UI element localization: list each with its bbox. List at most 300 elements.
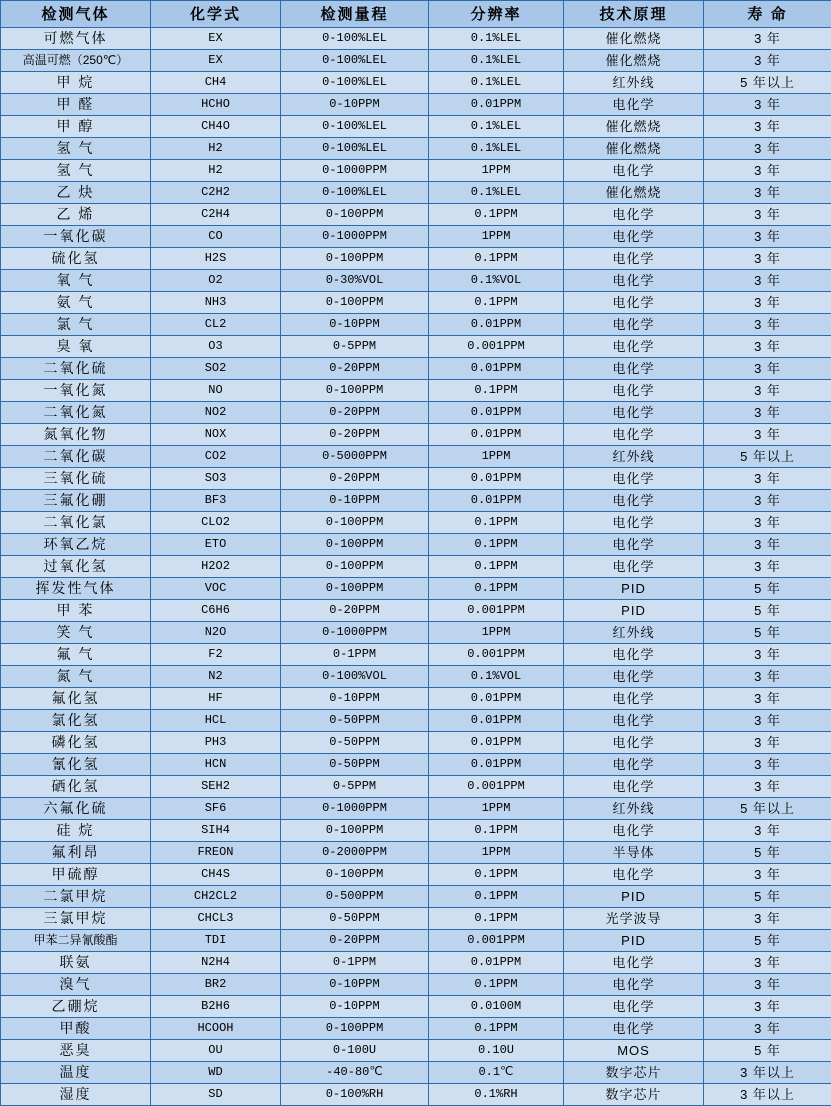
cell-name: 二氧化氯 (1, 512, 151, 534)
cell-life: 3 年 (704, 974, 831, 996)
cell-formula: H2S (151, 248, 281, 270)
cell-resolution: 0.01PPM (429, 358, 564, 380)
cell-range: 0-10PPM (281, 490, 429, 512)
cell-resolution: 0.01PPM (429, 952, 564, 974)
cell-name: 氟 气 (1, 644, 151, 666)
cell-life: 3 年 (704, 116, 831, 138)
cell-principle: 电化学 (564, 94, 704, 116)
cell-principle: 红外线 (564, 798, 704, 820)
cell-life: 3 年 (704, 402, 831, 424)
cell-formula: C6H6 (151, 600, 281, 622)
cell-range: 0-20PPM (281, 358, 429, 380)
cell-name: 六氟化硫 (1, 798, 151, 820)
table-row (1, 842, 831, 864)
cell-resolution: 0.01PPM (429, 754, 564, 776)
cell-resolution: 0.01PPM (429, 710, 564, 732)
cell-formula: H2O2 (151, 556, 281, 578)
cell-formula: N2O (151, 622, 281, 644)
table-row (1, 314, 831, 336)
cell-life: 3 年 (704, 424, 831, 446)
cell-life: 3 年 (704, 336, 831, 358)
cell-name: 氧 气 (1, 270, 151, 292)
cell-principle: 电化学 (564, 666, 704, 688)
cell-principle: 电化学 (564, 776, 704, 798)
table-row (1, 468, 831, 490)
table-row (1, 534, 831, 556)
cell-range: 0-100PPM (281, 864, 429, 886)
cell-principle: 电化学 (564, 490, 704, 512)
cell-range: 0-100PPM (281, 248, 429, 270)
table-row (1, 380, 831, 402)
cell-life: 3 年 (704, 160, 831, 182)
cell-resolution: 0.1%LEL (429, 72, 564, 94)
cell-principle: 电化学 (564, 270, 704, 292)
cell-name: 乙硼烷 (1, 996, 151, 1018)
table-row (1, 1018, 831, 1040)
cell-resolution: 0.1PPM (429, 512, 564, 534)
cell-name: 氟化氢 (1, 688, 151, 710)
cell-life: 3 年以上 (704, 1062, 831, 1084)
cell-formula: O3 (151, 336, 281, 358)
cell-name: 二氯甲烷 (1, 886, 151, 908)
cell-name: 挥发性气体 (1, 578, 151, 600)
cell-name: 甲 苯 (1, 600, 151, 622)
cell-principle: 电化学 (564, 952, 704, 974)
cell-resolution: 0.001PPM (429, 644, 564, 666)
cell-principle: 电化学 (564, 688, 704, 710)
cell-resolution: 0.001PPM (429, 930, 564, 952)
table-row (1, 600, 831, 622)
cell-formula: BR2 (151, 974, 281, 996)
cell-resolution: 0.1%VOL (429, 270, 564, 292)
cell-range: 0-100PPM (281, 556, 429, 578)
cell-principle: 电化学 (564, 732, 704, 754)
cell-range: 0-1000PPM (281, 798, 429, 820)
cell-range: 0-100%LEL (281, 138, 429, 160)
cell-range: 0-1PPM (281, 952, 429, 974)
cell-principle: 催化燃烧 (564, 138, 704, 160)
table-row (1, 358, 831, 380)
cell-resolution: 0.0100M (429, 996, 564, 1018)
cell-principle: 电化学 (564, 864, 704, 886)
cell-name: 磷化氢 (1, 732, 151, 754)
cell-range: 0-1000PPM (281, 160, 429, 182)
table-row (1, 974, 831, 996)
cell-formula: NOX (151, 424, 281, 446)
cell-principle: 电化学 (564, 754, 704, 776)
cell-range: 0-1000PPM (281, 226, 429, 248)
cell-resolution: 1PPM (429, 446, 564, 468)
cell-resolution: 1PPM (429, 798, 564, 820)
cell-resolution: 0.1PPM (429, 974, 564, 996)
cell-principle: 催化燃烧 (564, 116, 704, 138)
table-row (1, 820, 831, 842)
cell-formula: FREON (151, 842, 281, 864)
cell-resolution: 0.01PPM (429, 490, 564, 512)
cell-life: 3 年 (704, 1018, 831, 1040)
cell-formula: HCHO (151, 94, 281, 116)
cell-name: 甲 烷 (1, 72, 151, 94)
cell-life: 3 年 (704, 94, 831, 116)
cell-life: 3 年 (704, 688, 831, 710)
cell-range: 0-5PPM (281, 336, 429, 358)
table-row (1, 204, 831, 226)
cell-formula: NO2 (151, 402, 281, 424)
cell-resolution: 0.001PPM (429, 336, 564, 358)
table-row (1, 336, 831, 358)
cell-range: 0-50PPM (281, 754, 429, 776)
cell-range: 0-30%VOL (281, 270, 429, 292)
cell-resolution: 0.1%LEL (429, 138, 564, 160)
cell-name: 三氟化硼 (1, 490, 151, 512)
cell-resolution: 0.001PPM (429, 776, 564, 798)
cell-principle: 数字芯片 (564, 1062, 704, 1084)
cell-range: 0-1PPM (281, 644, 429, 666)
cell-life: 3 年 (704, 732, 831, 754)
column-header-life: 寿 命 (704, 1, 831, 28)
cell-life: 3 年 (704, 138, 831, 160)
table-row (1, 798, 831, 820)
cell-range: 0-100%LEL (281, 50, 429, 72)
table-row (1, 930, 831, 952)
cell-resolution: 0.1%LEL (429, 28, 564, 50)
cell-range: 0-20PPM (281, 424, 429, 446)
cell-principle: 电化学 (564, 160, 704, 182)
table-row (1, 754, 831, 776)
cell-resolution: 0.01PPM (429, 94, 564, 116)
cell-name: 恶臭 (1, 1040, 151, 1062)
cell-life: 5 年以上 (704, 72, 831, 94)
cell-name: 氰化氢 (1, 754, 151, 776)
cell-formula: SIH4 (151, 820, 281, 842)
table-header-row (1, 1, 831, 28)
cell-life: 3 年 (704, 468, 831, 490)
cell-resolution: 0.1PPM (429, 248, 564, 270)
cell-resolution: 1PPM (429, 622, 564, 644)
cell-principle: 电化学 (564, 226, 704, 248)
cell-name: 硅 烷 (1, 820, 151, 842)
cell-range: 0-2000PPM (281, 842, 429, 864)
cell-range: 0-100%LEL (281, 182, 429, 204)
cell-name: 高温可燃（250℃） (1, 50, 151, 72)
cell-life: 3 年 (704, 182, 831, 204)
cell-name: 二氧化氮 (1, 402, 151, 424)
cell-resolution: 1PPM (429, 226, 564, 248)
cell-range: 0-100PPM (281, 204, 429, 226)
cell-principle: 电化学 (564, 336, 704, 358)
cell-range: 0-10PPM (281, 974, 429, 996)
table-row (1, 160, 831, 182)
table-row (1, 996, 831, 1018)
cell-principle: 电化学 (564, 996, 704, 1018)
cell-range: 0-100PPM (281, 578, 429, 600)
cell-principle: 电化学 (564, 358, 704, 380)
cell-formula: CO2 (151, 446, 281, 468)
cell-resolution: 0.1PPM (429, 204, 564, 226)
table-row (1, 490, 831, 512)
cell-range: 0-50PPM (281, 908, 429, 930)
cell-principle: PID (564, 886, 704, 908)
cell-formula: HF (151, 688, 281, 710)
table-row (1, 556, 831, 578)
table-row (1, 1084, 831, 1106)
cell-name: 氮氧化物 (1, 424, 151, 446)
cell-formula: SEH2 (151, 776, 281, 798)
cell-life: 3 年 (704, 864, 831, 886)
cell-resolution: 0.1PPM (429, 820, 564, 842)
cell-name: 溴气 (1, 974, 151, 996)
table-row (1, 182, 831, 204)
table-row (1, 292, 831, 314)
cell-name: 甲苯二异氰酸酯 (1, 930, 151, 952)
cell-life: 3 年 (704, 314, 831, 336)
cell-resolution: 1PPM (429, 160, 564, 182)
cell-formula: TDI (151, 930, 281, 952)
cell-range: 0-20PPM (281, 600, 429, 622)
cell-life: 3 年 (704, 512, 831, 534)
cell-resolution: 0.1%RH (429, 1084, 564, 1106)
cell-range: 0-500PPM (281, 886, 429, 908)
cell-resolution: 0.1PPM (429, 534, 564, 556)
table-row (1, 226, 831, 248)
cell-principle: PID (564, 578, 704, 600)
table-row (1, 248, 831, 270)
cell-range: 0-100PPM (281, 820, 429, 842)
table-body (1, 28, 831, 1106)
cell-life: 5 年 (704, 886, 831, 908)
column-header-gas: 检测气体 (1, 1, 151, 28)
cell-formula: VOC (151, 578, 281, 600)
cell-name: 温度 (1, 1062, 151, 1084)
cell-formula: CHCL3 (151, 908, 281, 930)
cell-principle: 电化学 (564, 512, 704, 534)
cell-resolution: 0.01PPM (429, 468, 564, 490)
cell-life: 3 年 (704, 358, 831, 380)
cell-range: 0-100PPM (281, 512, 429, 534)
cell-name: 乙 烯 (1, 204, 151, 226)
cell-life: 3 年 (704, 28, 831, 50)
cell-life: 3 年 (704, 270, 831, 292)
cell-life: 3 年 (704, 204, 831, 226)
cell-formula: H2 (151, 138, 281, 160)
cell-principle: 电化学 (564, 380, 704, 402)
cell-range: 0-10PPM (281, 688, 429, 710)
cell-principle: 电化学 (564, 292, 704, 314)
table-row (1, 72, 831, 94)
cell-formula: C2H4 (151, 204, 281, 226)
cell-resolution: 0.01PPM (429, 314, 564, 336)
cell-name: 笑 气 (1, 622, 151, 644)
cell-name: 甲酸 (1, 1018, 151, 1040)
cell-resolution: 0.1PPM (429, 380, 564, 402)
column-header-range: 检测量程 (281, 1, 429, 28)
table-row (1, 732, 831, 754)
cell-life: 3 年 (704, 754, 831, 776)
cell-principle: 半导体 (564, 842, 704, 864)
cell-principle: 电化学 (564, 314, 704, 336)
cell-range: 0-50PPM (281, 732, 429, 754)
column-header-principle: 技术原理 (564, 1, 704, 28)
cell-principle: 光学波导 (564, 908, 704, 930)
cell-range: 0-100PPM (281, 380, 429, 402)
cell-resolution: 0.1%LEL (429, 116, 564, 138)
cell-principle: 电化学 (564, 820, 704, 842)
table-row (1, 402, 831, 424)
cell-formula: O2 (151, 270, 281, 292)
cell-formula: CO (151, 226, 281, 248)
cell-name: 可燃气体 (1, 28, 151, 50)
cell-range: 0-100PPM (281, 1018, 429, 1040)
table-header (1, 1, 831, 28)
cell-principle: 电化学 (564, 424, 704, 446)
cell-formula: BF3 (151, 490, 281, 512)
cell-resolution: 0.1PPM (429, 864, 564, 886)
cell-resolution: 0.01PPM (429, 402, 564, 424)
cell-range: 0-20PPM (281, 468, 429, 490)
cell-principle: 红外线 (564, 446, 704, 468)
cell-principle: 电化学 (564, 974, 704, 996)
cell-formula: C2H2 (151, 182, 281, 204)
cell-resolution: 0.1PPM (429, 886, 564, 908)
cell-life: 3 年 (704, 380, 831, 402)
cell-range: 0-100PPM (281, 292, 429, 314)
cell-formula: EX (151, 50, 281, 72)
cell-name: 一氧化氮 (1, 380, 151, 402)
cell-resolution: 0.001PPM (429, 600, 564, 622)
table-row (1, 1062, 831, 1084)
cell-resolution: 0.1%VOL (429, 666, 564, 688)
cell-name: 氯 气 (1, 314, 151, 336)
cell-life: 5 年 (704, 930, 831, 952)
cell-range: 0-10PPM (281, 314, 429, 336)
table-row (1, 864, 831, 886)
cell-resolution: 0.1PPM (429, 908, 564, 930)
cell-formula: PH3 (151, 732, 281, 754)
cell-life: 3 年 (704, 292, 831, 314)
cell-range: 0-100%LEL (281, 116, 429, 138)
cell-life: 3 年 (704, 644, 831, 666)
cell-formula: N2 (151, 666, 281, 688)
cell-principle: 催化燃烧 (564, 182, 704, 204)
cell-life: 3 年以上 (704, 1084, 831, 1106)
table-row (1, 270, 831, 292)
cell-principle: 电化学 (564, 556, 704, 578)
cell-resolution: 0.1%LEL (429, 182, 564, 204)
cell-life: 3 年 (704, 490, 831, 512)
cell-name: 甲 醇 (1, 116, 151, 138)
cell-life: 5 年 (704, 842, 831, 864)
cell-formula: SD (151, 1084, 281, 1106)
cell-life: 5 年以上 (704, 446, 831, 468)
cell-formula: H2 (151, 160, 281, 182)
cell-name: 乙 炔 (1, 182, 151, 204)
cell-formula: CH2CL2 (151, 886, 281, 908)
cell-life: 3 年 (704, 710, 831, 732)
cell-life: 3 年 (704, 666, 831, 688)
cell-formula: CH4O (151, 116, 281, 138)
cell-formula: CH4 (151, 72, 281, 94)
cell-name: 氨 气 (1, 292, 151, 314)
cell-name: 硫化氢 (1, 248, 151, 270)
cell-life: 3 年 (704, 50, 831, 72)
cell-life: 5 年 (704, 1040, 831, 1062)
cell-principle: PID (564, 600, 704, 622)
cell-life: 5 年以上 (704, 798, 831, 820)
cell-resolution: 0.1PPM (429, 292, 564, 314)
cell-name: 三氧化硫 (1, 468, 151, 490)
table-row (1, 94, 831, 116)
cell-range: 0-50PPM (281, 710, 429, 732)
table-row (1, 644, 831, 666)
cell-range: 0-5PPM (281, 776, 429, 798)
cell-range: 0-10PPM (281, 996, 429, 1018)
cell-formula: B2H6 (151, 996, 281, 1018)
table-row (1, 776, 831, 798)
cell-life: 3 年 (704, 996, 831, 1018)
cell-range: 0-100%LEL (281, 28, 429, 50)
cell-name: 过氧化氢 (1, 556, 151, 578)
cell-formula: ETO (151, 534, 281, 556)
cell-life: 5 年 (704, 622, 831, 644)
table-row (1, 512, 831, 534)
cell-life: 3 年 (704, 248, 831, 270)
cell-name: 甲 醛 (1, 94, 151, 116)
cell-formula: EX (151, 28, 281, 50)
table-row (1, 710, 831, 732)
cell-life: 3 年 (704, 226, 831, 248)
cell-range: 0-10PPM (281, 94, 429, 116)
cell-formula: CL2 (151, 314, 281, 336)
cell-resolution: 0.1PPM (429, 1018, 564, 1040)
cell-principle: MOS (564, 1040, 704, 1062)
cell-name: 联氨 (1, 952, 151, 974)
cell-principle: 电化学 (564, 534, 704, 556)
cell-formula: NO (151, 380, 281, 402)
cell-range: 0-5000PPM (281, 446, 429, 468)
cell-principle: 电化学 (564, 644, 704, 666)
table-row (1, 1040, 831, 1062)
cell-formula: CH4S (151, 864, 281, 886)
cell-life: 3 年 (704, 534, 831, 556)
cell-principle: 电化学 (564, 1018, 704, 1040)
cell-formula: HCOOH (151, 1018, 281, 1040)
cell-name: 氢 气 (1, 138, 151, 160)
cell-principle: 催化燃烧 (564, 50, 704, 72)
cell-name: 硒化氢 (1, 776, 151, 798)
cell-principle: 电化学 (564, 204, 704, 226)
cell-life: 5 年 (704, 600, 831, 622)
cell-range: 0-100U (281, 1040, 429, 1062)
cell-name: 甲硫醇 (1, 864, 151, 886)
cell-name: 氟利昂 (1, 842, 151, 864)
cell-name: 氢 气 (1, 160, 151, 182)
cell-principle: 数字芯片 (564, 1084, 704, 1106)
cell-resolution: 0.01PPM (429, 688, 564, 710)
table-row (1, 688, 831, 710)
cell-principle: PID (564, 930, 704, 952)
cell-resolution: 0.1℃ (429, 1062, 564, 1084)
table-row (1, 578, 831, 600)
cell-formula: SO3 (151, 468, 281, 490)
cell-range: -40-80℃ (281, 1062, 429, 1084)
cell-range: 0-20PPM (281, 402, 429, 424)
cell-range: 0-100%LEL (281, 72, 429, 94)
cell-name: 三氯甲烷 (1, 908, 151, 930)
table-row (1, 424, 831, 446)
cell-resolution: 0.1PPM (429, 578, 564, 600)
cell-name: 湿度 (1, 1084, 151, 1106)
cell-range: 0-20PPM (281, 930, 429, 952)
